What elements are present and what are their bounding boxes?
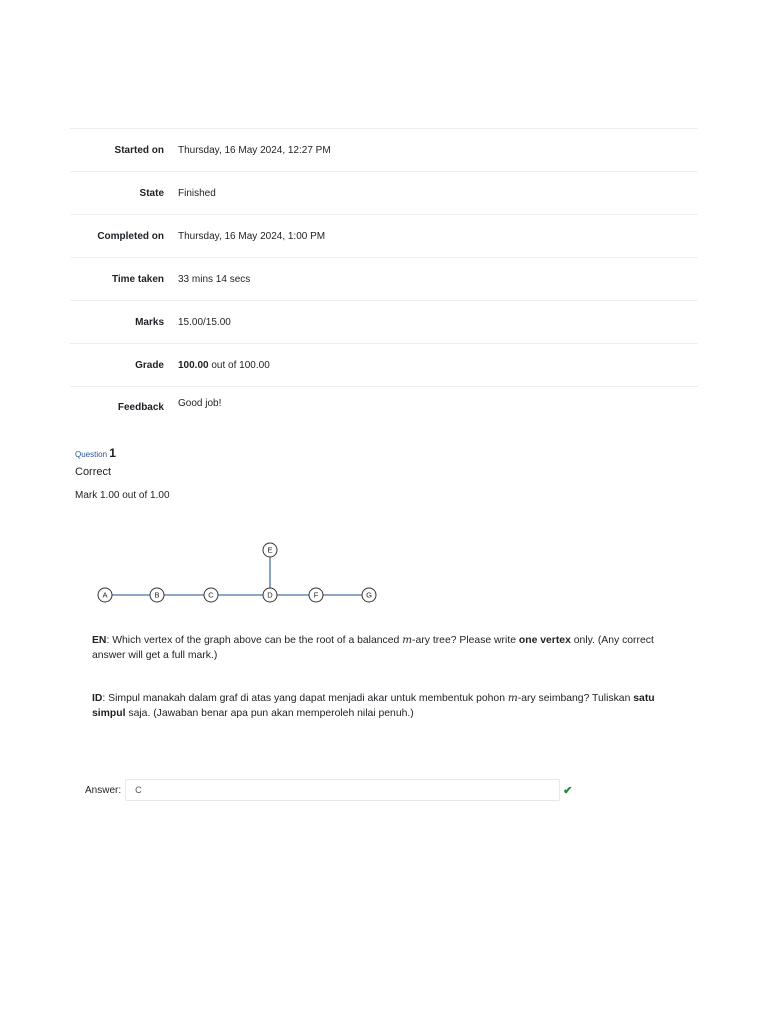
en-math-m: m — [402, 634, 413, 646]
id-part3: saja. (Jawaban benar apa pun akan memperoleh nilai penuh.) — [125, 708, 414, 719]
id-math-m: m — [507, 692, 518, 704]
question-label: Question — [75, 450, 108, 459]
graph-vertex-label: G — [366, 590, 372, 600]
question-number — [75, 446, 170, 460]
graph-vertex-B — [150, 588, 164, 602]
attempt-summary-table — [70, 128, 698, 429]
graph-vertex-F — [309, 588, 323, 602]
id-part2: -ary seimbang? Tuliskan — [517, 693, 634, 704]
grade-score: 100.00 — [178, 359, 209, 371]
started-on-label: Started on — [114, 144, 164, 156]
feedback-label: Feedback — [117, 402, 164, 413]
graph-vertices — [98, 543, 376, 602]
graph-vertex-label: D — [267, 590, 273, 600]
summary-row-state — [70, 171, 698, 214]
graph-vertex-label: F — [313, 590, 319, 600]
graph-vertex-C — [204, 588, 218, 602]
completed-on-value: Thursday, 16 May 2024, 1:00 PM — [178, 230, 326, 242]
graph-vertex-label: E — [267, 545, 273, 555]
question-grade: Mark 1.00 out of 1.00 — [75, 490, 170, 501]
en-part1: : Which vertex of the graph above can be the root of a balanced — [106, 635, 403, 646]
graph-vertex-label: B — [154, 590, 160, 600]
grade-out-of: out of 100.00 — [208, 359, 270, 371]
summary-row-started-on — [70, 128, 698, 171]
feedback-value: Good job! — [178, 398, 222, 409]
question-number-value: 1 — [109, 446, 116, 460]
id-part1: : Simpul manakah dalam graf di atas yang dapat menjadi akar untuk membentuk pohon — [102, 693, 508, 704]
state-label: State — [139, 187, 164, 199]
answer-label: Answer: — [85, 784, 122, 796]
question-info — [75, 446, 170, 501]
grade-label: Grade — [135, 359, 164, 371]
summary-row-completed-on — [70, 214, 698, 257]
graph-vertex-A — [98, 588, 112, 602]
time-taken-value: 33 mins 14 secs — [178, 273, 251, 285]
marks-label: Marks — [135, 316, 164, 328]
graph-edges — [105, 550, 369, 595]
grade-value — [178, 360, 270, 371]
id-bold: satu simpul — [92, 693, 655, 719]
question-text-en — [92, 633, 672, 663]
en-bold: one vertex — [518, 635, 571, 646]
graph-vertex-G — [362, 588, 376, 602]
summary-row-marks — [70, 300, 698, 343]
id-prefix: ID — [92, 693, 103, 704]
answer-input[interactable] — [125, 779, 560, 801]
time-taken-label: Time taken — [111, 273, 164, 285]
graph-figure — [92, 538, 392, 608]
graph-vertex-label: A — [102, 590, 108, 600]
check-icon: ✔ — [563, 784, 573, 797]
question-text-id — [92, 691, 672, 721]
graph-vertex-D — [263, 588, 277, 602]
en-part3: only. (Any correct answer will get a full mark.) — [92, 635, 654, 661]
graph-vertex-label: C — [208, 590, 214, 600]
marks-value: 15.00/15.00 — [178, 316, 231, 328]
summary-row-feedback — [70, 386, 698, 429]
answer-row — [85, 779, 572, 801]
graph-vertex-E — [263, 543, 277, 557]
summary-row-grade — [70, 343, 698, 386]
started-on-value: Thursday, 16 May 2024, 12:27 PM — [178, 144, 331, 156]
en-part2: -ary tree? Please write — [412, 635, 519, 646]
completed-on-label: Completed on — [97, 230, 164, 242]
state-value: Finished — [178, 187, 216, 199]
question-state: Correct — [75, 466, 112, 478]
en-prefix: EN — [92, 635, 107, 646]
summary-row-time-taken — [70, 257, 698, 300]
